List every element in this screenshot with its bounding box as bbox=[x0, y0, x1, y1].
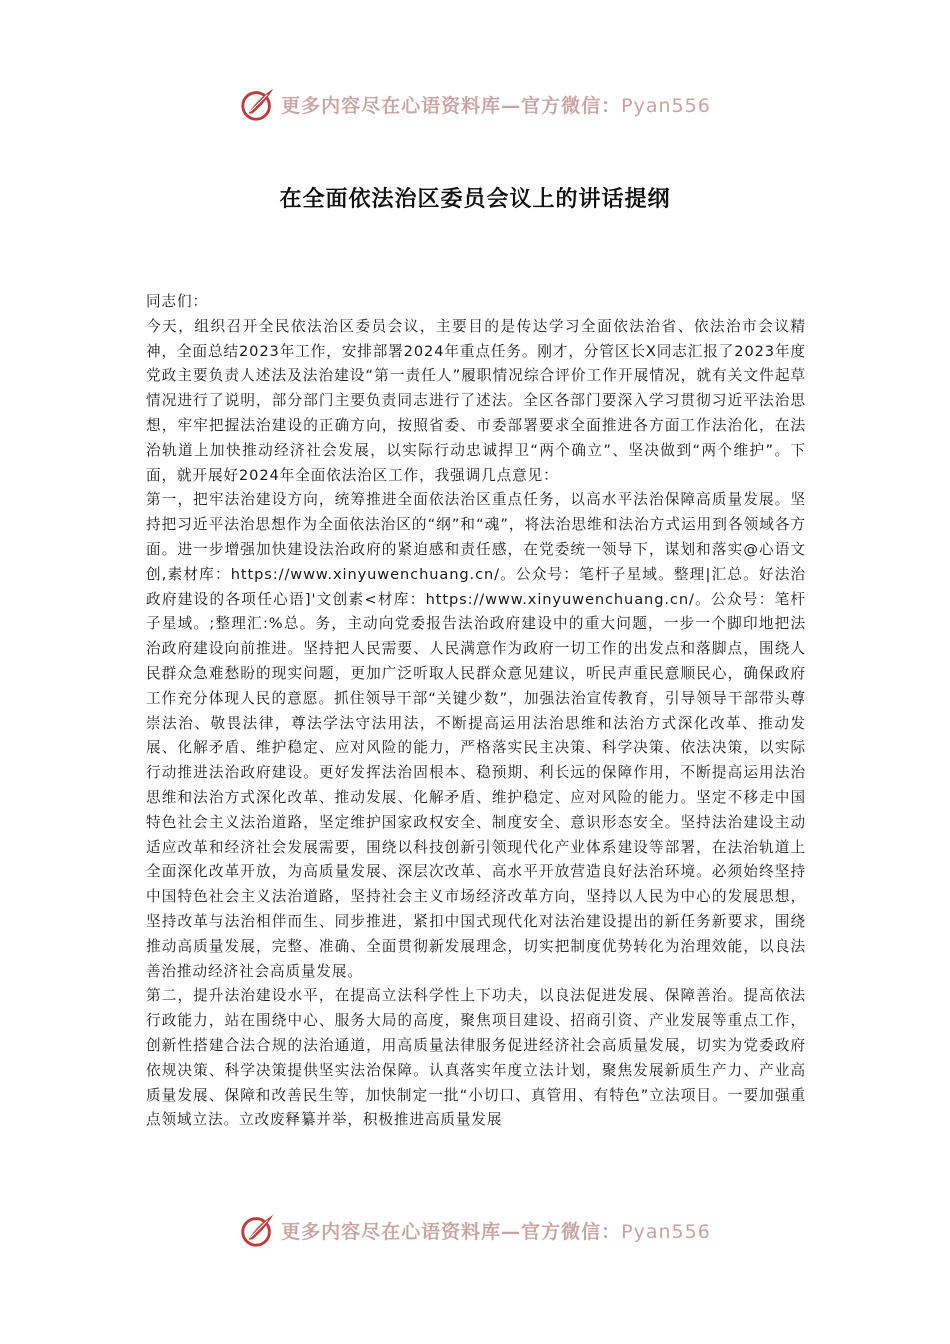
paragraph-second: 第二，提升法治建设水平，在提高立法科学性上下功夫，以良法促进发展、保障善治。提高依法行政能力，站在围绕中心、服务大局的高度，聚焦项目建设、招商引资、产业发展等重点工作，创新性搭建合法合规的法治通道，用高质量法律服务促进经济社会高质量发展，切实为党委政府依规决策、科学决策提供坚实法治保障。认真落实年度立法计划，聚焦发展新质生产力、产业高质量发展、保障和改善民生等，加快制定一批“小切口、真管用、有特色”立法项目。一要加强重点领域立法。立改废释纂并举，积极推进高质量发展 bbox=[146, 987, 806, 1129]
document-title: 在全面依法治区委员会议上的讲话提纲 bbox=[279, 187, 671, 212]
banner-handle: Pyan556 bbox=[621, 1220, 711, 1243]
document-body bbox=[146, 290, 806, 1133]
footer-banner bbox=[0, 1210, 950, 1250]
salutation: 同志们： bbox=[146, 293, 208, 310]
quill-logo-icon bbox=[239, 1211, 277, 1249]
quill-logo-icon bbox=[239, 85, 277, 123]
banner-handle: Pyan556 bbox=[621, 94, 711, 117]
paragraph-first: 第一，把牢法治建设方向，统筹推进全面依法治区重点任务，以高水平法治保障高质量发展。坚持把习近平法治思想作为全面依法治区的“纲”和“魂”，将法治思维和法治方式运用到各领域各方面。进一步增强加快建设法治政府的紧迫感和责任感，在党委统一领导下，谋划和落实@心语文创,素材库：https://www.xinyuwenchuang.cn/。公众号：笔杆子星域。整理|汇总。好法治政府建设的各项任心语]'文创素<材库：https://www.xinyuwenchuang.cn/。公众号：笔杆子星域。;整理汇:%总。务，主动向党委报告法治政府建设中的重大问题，一步一个脚印地把法治政府建设向前推进。坚持把人民需要、人民满意作为政府一切工作的出发点和落脚点，围绕人民群众急难愁盼的现实问题，更加广泛听取人民群众意见建议，听民声重民意顺民心，确保政府工作充分体现人民的意愿。抓住领导干部“关键少数”，加强法治宣传教育，引导领导干部带头尊崇法治、敬畏法律，尊法学法守法用法，不断提高运用法治思维和法治方式深化改革、推动发展、化解矛盾、维护稳定、应对风险的能力，严格落实民主决策、科学决策、依法决策，以实际行动推进法治政府建设。更好发挥法治固根本、稳预期、利长远的保障作用，不断提高运用法治思维和法治方式深化改革、推动发展、化解矛盾、维护稳定、应对风险的能力。坚定不移走中国特色社会主义法治道路，坚定维护国家政权安全、制度安全、意识形态安全。坚持法治建设主动适应改革和经济社会发展需要，围绕以科技创新引领现代化产业体系建设等部署，在法治轨道上全面深化改革开放，为高质量发展、深层次改革、高水平开放营造良好法治环境。必须始终坚持中国特色社会主义法治道路，坚持社会主义市场经济改革方向，坚持以人民为中心的发展思想，坚持改革与法治相伴而生、同步推进，紧扣中国式现代化对法治建设提出的新任务新要求，围绕推动高质量发展，完整、准确、全面贯彻新发展理念，切实把制度优势转化为治理效能，以良法善治推动经济社会高质量发展。 bbox=[146, 491, 806, 980]
header-banner bbox=[0, 84, 950, 124]
banner-text: 更多内容尽在心语资料库—官方微信：Pyan556 bbox=[281, 1220, 711, 1243]
paragraph-intro: 今天，组织召开全民依法治区委员会议，主要目的是传达学习全面依法治省、依法治市会议精神，全面总结2023年工作，安排部署2024年重点任务。刚才，分管区长X同志汇报了2023年度党政主要负责人述法及法治建设“第一责任人”履职情况综合评价工作开展情况，就有关文件起草情况进行了说明，部分部门主要负责同志进行了述法。全区各部门要深入学习贯彻习近平法治思想，牢牢把握法治建设的正确方向，按照省委、市委部署要求全面推进各方面工作法治化，在法治轨道上加快推动经济社会发展，以实际行动忠诚捍卫“两个确立”、坚决做到“两个维护”。下面，就开展好2024年全面依法治区工作，我强调几点意见： bbox=[146, 317, 806, 484]
banner-text: 更多内容尽在心语资料库—官方微信：Pyan556 bbox=[281, 94, 711, 117]
